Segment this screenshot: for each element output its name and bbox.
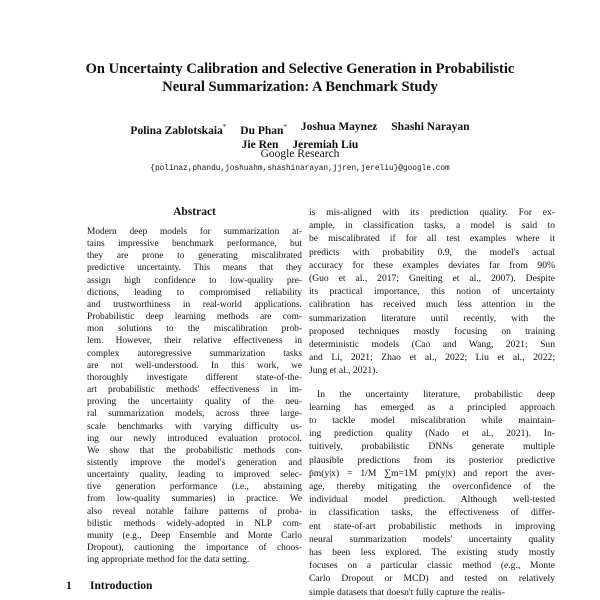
text-line: calibration has received much less attention in the xyxy=(309,299,555,311)
text-line: art probabilistic methods' effectiveness in im- xyxy=(87,385,302,396)
text-line: its practical importance, this notion of uncertainty xyxy=(309,286,555,298)
text-line: In the uncertainty literature, probabilistic deep xyxy=(317,388,555,400)
text-line: summarization literature until recently, with the xyxy=(309,312,555,324)
text-line: ent state-of-art probabilistic methods in improving xyxy=(309,520,555,532)
paper-title xyxy=(40,60,560,96)
text-line: accuracy for these examples deviates far from 90% xyxy=(309,259,555,271)
author-emails: {polinaz,phandu,joshuahm,shashinarayan,jjren,jereliu}@google.com xyxy=(150,165,450,173)
author-name: Polina Zablotskaia* xyxy=(130,123,227,137)
title-line-1: On Uncertainty Calibration and Selective Generation in Probabilistic xyxy=(85,61,515,77)
text-line: mon solutions to the miscalibration prob- xyxy=(87,324,302,335)
text-line: learning has emerged as a principled approach xyxy=(309,401,555,413)
text-line: (Guo et al., 2017; Gneiting et al., 2007). Despite xyxy=(309,273,555,285)
text-line: thoroughly investigate different state-of-the- xyxy=(87,372,302,383)
text-line: simple datasets that doesn't fully capture the realis- xyxy=(309,586,505,598)
text-line: to tackle model miscalibration while maintain- xyxy=(309,415,555,427)
text-line: age, thereby mitigating the overconfidence of the xyxy=(309,481,555,493)
text-line: We show that the probabilistic methods con- xyxy=(87,445,302,456)
text-line: they are prone to generating miscalibrated xyxy=(87,251,302,262)
title-line-2: Neural Summarization: A Benchmark Study xyxy=(162,79,438,95)
text-line: lem. However, their relative effectiveness in xyxy=(87,336,302,347)
text-line: predictive uncertainty. This means that they xyxy=(87,263,302,274)
text-line: proving the uncertainty quality of the neu- xyxy=(87,397,302,408)
text-line: be miscalibrated if for all test examples where it xyxy=(309,233,555,245)
text-line: scale benchmarks with varying difficulty us- xyxy=(87,421,302,432)
text-line: and Li, 2021; Zhao et al., 2022; Liu et al., 2022; xyxy=(309,352,555,364)
text-line: munity (e.g., Deep Ensemble and Monte Carlo xyxy=(87,530,302,541)
text-line: ral summarization models, across three large- xyxy=(87,409,302,420)
text-line: and trustworthiness in real-world applications. xyxy=(87,299,302,310)
abstract-body xyxy=(87,226,302,566)
author-name: Shashi Narayan xyxy=(391,121,470,133)
paragraph xyxy=(309,206,555,378)
text-line: predicts with probability 0.9, the model's actual xyxy=(309,246,555,258)
author-name: Joshua Maynez xyxy=(300,121,378,133)
text-line: ing prediction quality (Nado et al., 2021). In- xyxy=(309,428,555,440)
text-line: Carlo Dropout or MCD) and tested on relatively xyxy=(309,573,555,585)
text-line: in classification tasks, the effectiveness of differ- xyxy=(309,507,555,519)
text-line: Modern deep models for summarization at- xyxy=(87,227,302,237)
text-line: Jung et al., 2021). xyxy=(309,365,378,377)
text-line: bilistic methods widely-adopted in NLP com- xyxy=(87,518,302,529)
author-name: Jeremiah Liu xyxy=(292,138,359,151)
text-line: complex autoregressive summarization tasks xyxy=(87,348,302,359)
text-line: plausible predictions from its posterior predictive xyxy=(309,454,555,466)
affiliation: Google Research xyxy=(260,148,340,160)
text-line: deterministic models (Cao and Wang, 2021; Sun xyxy=(309,339,555,351)
text-line: tuitively, probabilistic DNNs generate multiple xyxy=(309,441,555,453)
text-line: ing our newly introduced evaluation protocol. xyxy=(87,433,302,444)
text-line: Dropout), cautioning the importance of choos- xyxy=(87,543,302,554)
paragraph xyxy=(309,388,555,599)
text-line: p̄m(y|x) = 1/M ∑m=1M pm(y|x) and report the aver- xyxy=(309,467,555,479)
text-line: tains impressive benchmark performance, but xyxy=(87,239,302,250)
right-column xyxy=(309,206,555,599)
section-heading xyxy=(66,580,152,592)
section-title: Introduction xyxy=(90,580,153,592)
text-line: neural summarization models' uncertainty quality xyxy=(309,533,555,545)
abstract-heading: Abstract xyxy=(173,206,216,218)
text-line: has been less explored. The existing study mostly xyxy=(309,547,555,559)
text-line: also reveal notable failure patterns of proba- xyxy=(87,506,302,517)
text-line: from low-quality summaries) in practice. We xyxy=(87,494,302,505)
text-line: uncertainty quality, leading to improved selec- xyxy=(87,470,302,481)
section-number: 1 xyxy=(66,580,72,592)
author-name: Du Phan* xyxy=(240,123,287,137)
text-line: assign high confidence to low-quality pre- xyxy=(87,275,302,286)
text-line: are not well-understood. In this work, we xyxy=(87,360,302,371)
text-line: Probabilistic deep learning methods are com- xyxy=(87,312,302,323)
text-line: ing appropriate method for the data setting. xyxy=(87,555,250,566)
text-line: proposed techniques mostly focusing on training xyxy=(309,325,555,337)
text-line: focuses on a particular classic method (e.g., Monte xyxy=(309,560,555,572)
text-line: dictions, leading to compromised reliability xyxy=(87,287,302,298)
text-line: individual model prediction. Although well-tested xyxy=(309,494,555,506)
text-line: ample, in classification tasks, a model is said to xyxy=(309,220,555,232)
text-line: is mis-aligned with its prediction quality. For ex- xyxy=(309,207,555,218)
author-name: Jie Ren xyxy=(241,138,279,151)
text-line: tive generation performance (i.e., abstaining xyxy=(87,482,302,493)
text-line: sistently improve the model's generation and xyxy=(87,457,302,468)
